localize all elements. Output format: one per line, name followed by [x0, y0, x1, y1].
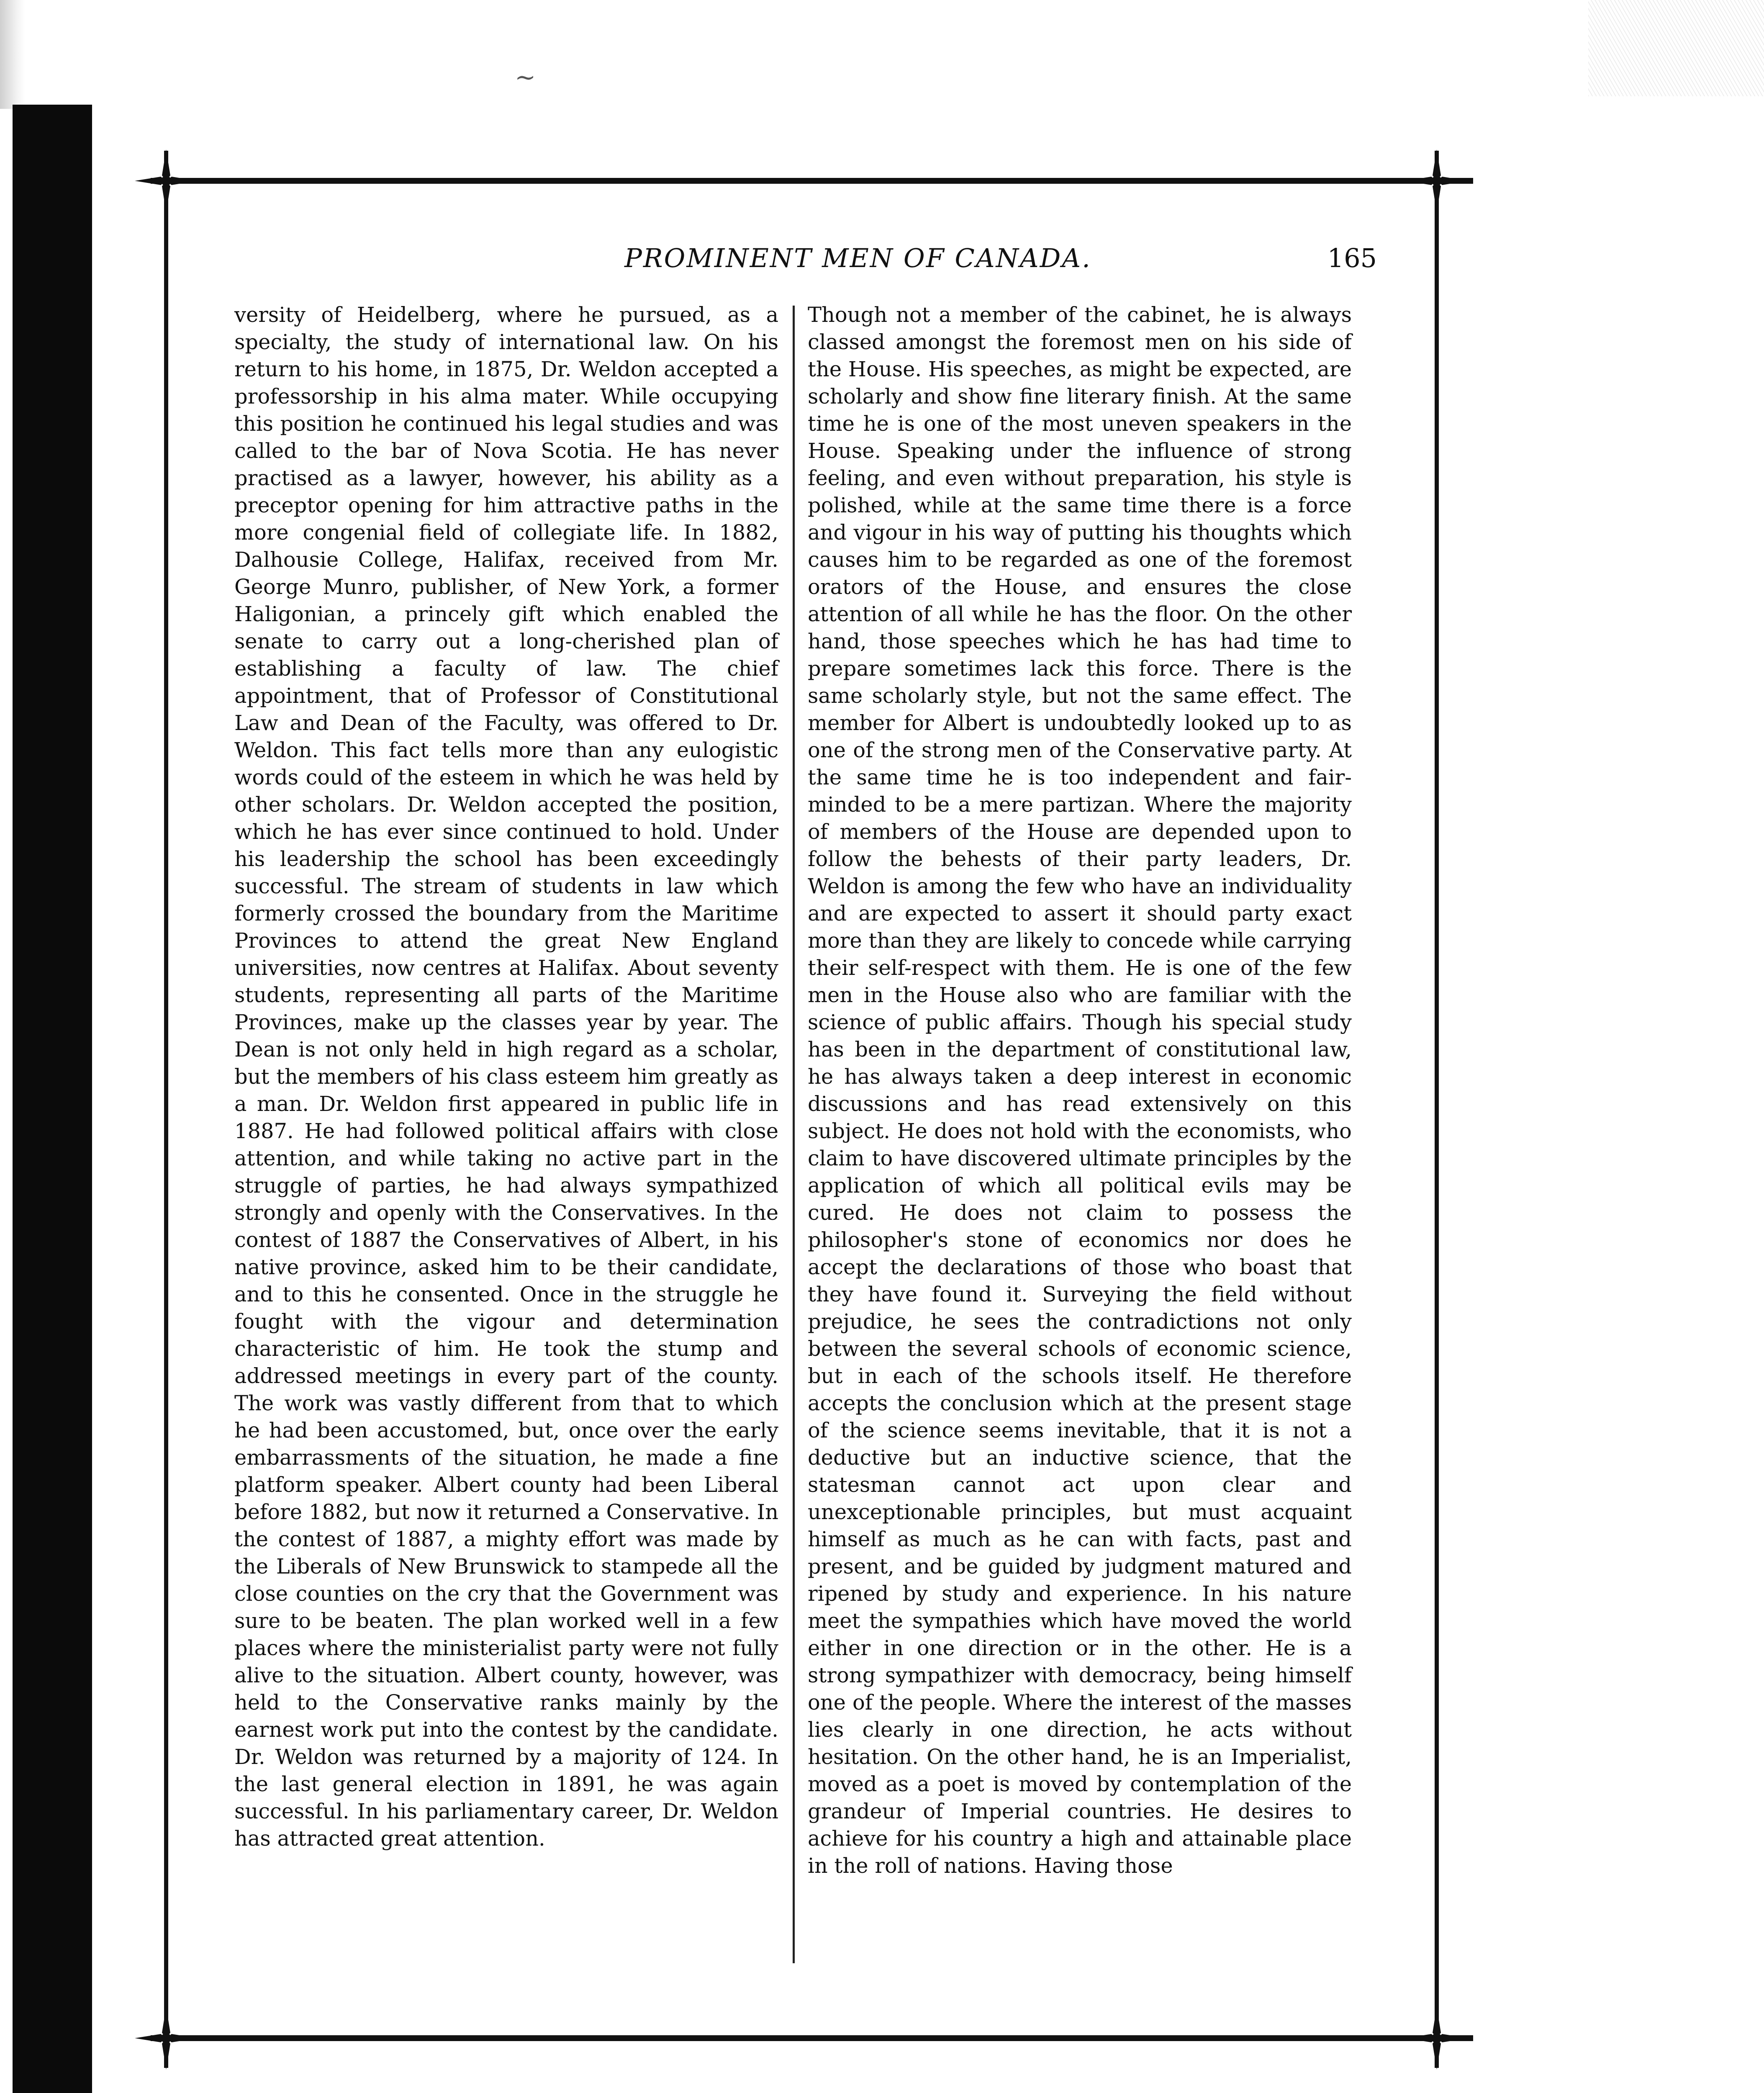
page-number: 165: [1327, 243, 1377, 273]
frame-rule-right: [1435, 151, 1439, 2068]
fleuron-corner-icon: [135, 2007, 198, 2070]
running-title: PROMINENT MEN OF CANADA.: [624, 243, 1091, 273]
fleuron-corner-icon: [135, 149, 198, 212]
body-column-right: Though not a member of the cabinet, he is always classed amongst the foremost men on his side of the House. His speeches, as might be expected, are scholarly and show fine literary finish. At the same time he is one of the most uneven speakers in the House. Speaking under the influence of strong feeling, and even without preparation, his style is polished, while at the same time there is a force and vigour in his way of putting his thoughts which causes him to be regarded as one of the foremost orators of the House, and ensures the close attention of all while he has the floor. On the other hand, those speeches which he has had time to prepare sometimes lack this force. There is the same scholarly style, but not the same effect. The member for Albert is undoubtedly looked up to as one of the strong men of the Conservative party. At the same time he is too independent and fair-minded to be a mere partizan. Where the majority of members of the House are depended upon to follow the behests of their party leaders, Dr. Weldon is among the few who have an individuality and are expected to assert it should party exact more than they are likely to concede while carrying their self-respect with them. He is one of the few men in the House also who are familiar with the science of public affairs. Though his special study has been in the department of constitutional law, he has always taken a deep interest in economic discussions and has read extensively on this subject. He does not hold with the economists, who claim to have discovered ultimate principles by the application of which all political evils may be cured. He does not claim to possess the philosopher's stone of economics nor does he accept the declarations of those who boast that they have found it. Surveying the field without prejudice, he sees the contradictions not only between the several schools of economic science, but in each of the schools itself. He therefore accepts the conclusion which at the present stage of the science seems inevitable, that it is not a deductive but an inductive science, that the statesman cannot act upon clear and unexceptionable principles, but must acquaint himself as much as he can with facts, past and present, and be guided by judgment matured and ripened by study and experience. In his nature meet the sympathies which have moved the world either in one direction or in the other. He is a strong sympathizer with democracy, being himself one of the people. Where the interest of the masses lies clearly in one direction, he acts without hesitation. On the other hand, he is an Imperialist, moved as a poet is moved by contemplation of the grandeur of Imperial countries. He desires to achieve for his country a high and attainable place in the roll of nations. Having those: [808, 303, 1352, 1878]
frame-rule-top: [151, 178, 1473, 184]
column-divider-rule: [793, 306, 795, 1963]
body-column-left: versity of Heidelberg, where he pursued, as a specialty, the study of international law. On his return to his home, in 1875, Dr. Weldon accepted a professorship in his alma mater. While occupying this position he continued his legal studies and was called to the bar of Nova Scotia. He has never practised as a lawyer, however, his ability as a preceptor opening for him attractive paths in the more congenial field of collegiate life. In 1882, Dalhousie College, Halifax, received from Mr. George Munro, publisher, of New York, a former Haligonian, a princely gift which enabled the senate to carry out a long-cherished plan of establishing a faculty of law. The chief appointment, that of Professor of Constitutional Law and Dean of the Faculty, was offered to Dr. Weldon. This fact tells more than any eulogistic words could of the esteem in which he was held by other scholars. Dr. Weldon accepted the position, which he has ever since continued to hold. Under his leadership the school has been exceedingly successful. The stream of students in law which formerly crossed the boundary from the Maritime Provinces to attend the great New England universities, now centres at Halifax. About seventy students, representing all parts of the Maritime Provinces, make up the classes year by year. The Dean is not only held in high regard as a scholar, but the members of his class esteem him greatly as a man. Dr. Weldon first appeared in public life in 1887. He had followed political affairs with close attention, and while taking no active part in the struggle of parties, he had always sympathized strongly and openly with the Conservatives. In the contest of 1887 the Conservatives of Albert, in his native province, asked him to be their candidate, and to this he consented. Once in the struggle he fought with the vigour and determination characteristic of him. He took the stump and addressed meetings in every part of the county. The work was vastly different from that to which he had been accustomed, but, once over the early embarrassments of the situation, he made a fine platform speaker. Albert county had been Liberal before 1882, but now it returned a Conservative. In the contest of 1887, a mighty effort was made by the Liberals of New Brunswick to stampede all the close counties on the cry that the Government was sure to be beaten. The plan worked well in a few places where the ministerialist party were not fully alive to the situation. Albert county, however, was held to the Conservative ranks mainly by the earnest work put into the contest by the candidate. Dr. Weldon was returned by a majority of 124. In the last general election in 1891, he was again successful. In his parliamentary career, Dr. Weldon has attracted great attention.: [234, 303, 778, 1851]
frame-rule-left: [164, 151, 168, 2068]
fleuron-corner-icon: [1405, 149, 1468, 212]
ink-smudge: ~: [515, 63, 536, 92]
binding-gutter-shadow: [13, 105, 92, 2093]
scan-noise-top: [1588, 0, 1764, 96]
fleuron-corner-icon: [1405, 2007, 1468, 2070]
frame-rule-bottom: [151, 2035, 1473, 2041]
scan-edge-top: [0, 0, 25, 109]
